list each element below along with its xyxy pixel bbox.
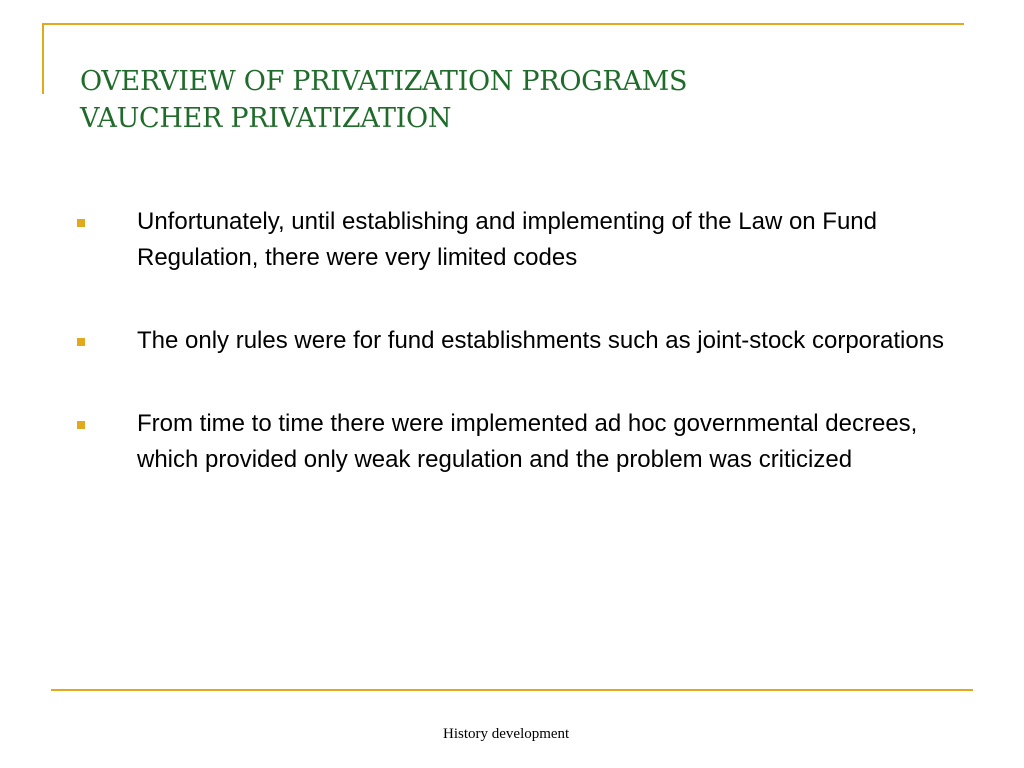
footer-rule: [51, 689, 973, 691]
slide-footer: History development: [443, 726, 570, 742]
slide-subtitle-line: VAUCHER PRIVATIZATION: [80, 103, 452, 134]
bullet-item: [76, 406, 956, 478]
square-bullet-icon: [77, 338, 85, 346]
bullet-list: [76, 204, 956, 525]
frame-left-rule: [42, 23, 44, 94]
bullet-text: The only rules were for fund establishments such as joint-stock corporations: [137, 327, 945, 354]
slide-title: [80, 63, 960, 137]
bullet-text: Unfortunately, until establishing and implementing of the Law on Fund Regulation, there were very limited codes: [137, 208, 878, 271]
bullet-item: [76, 323, 956, 359]
bullet-item: [76, 204, 956, 276]
square-bullet-icon: [77, 219, 85, 227]
bullet-text: From time to time there were implemented ad hoc governmental decrees, which provided only weak regulation and the problem was criticized: [137, 410, 918, 473]
slide-title-line: OVERVIEW OF PRIVATIZATION PROGRAMS: [80, 66, 688, 97]
frame-top-rule: [42, 23, 964, 25]
square-bullet-icon: [77, 421, 85, 429]
